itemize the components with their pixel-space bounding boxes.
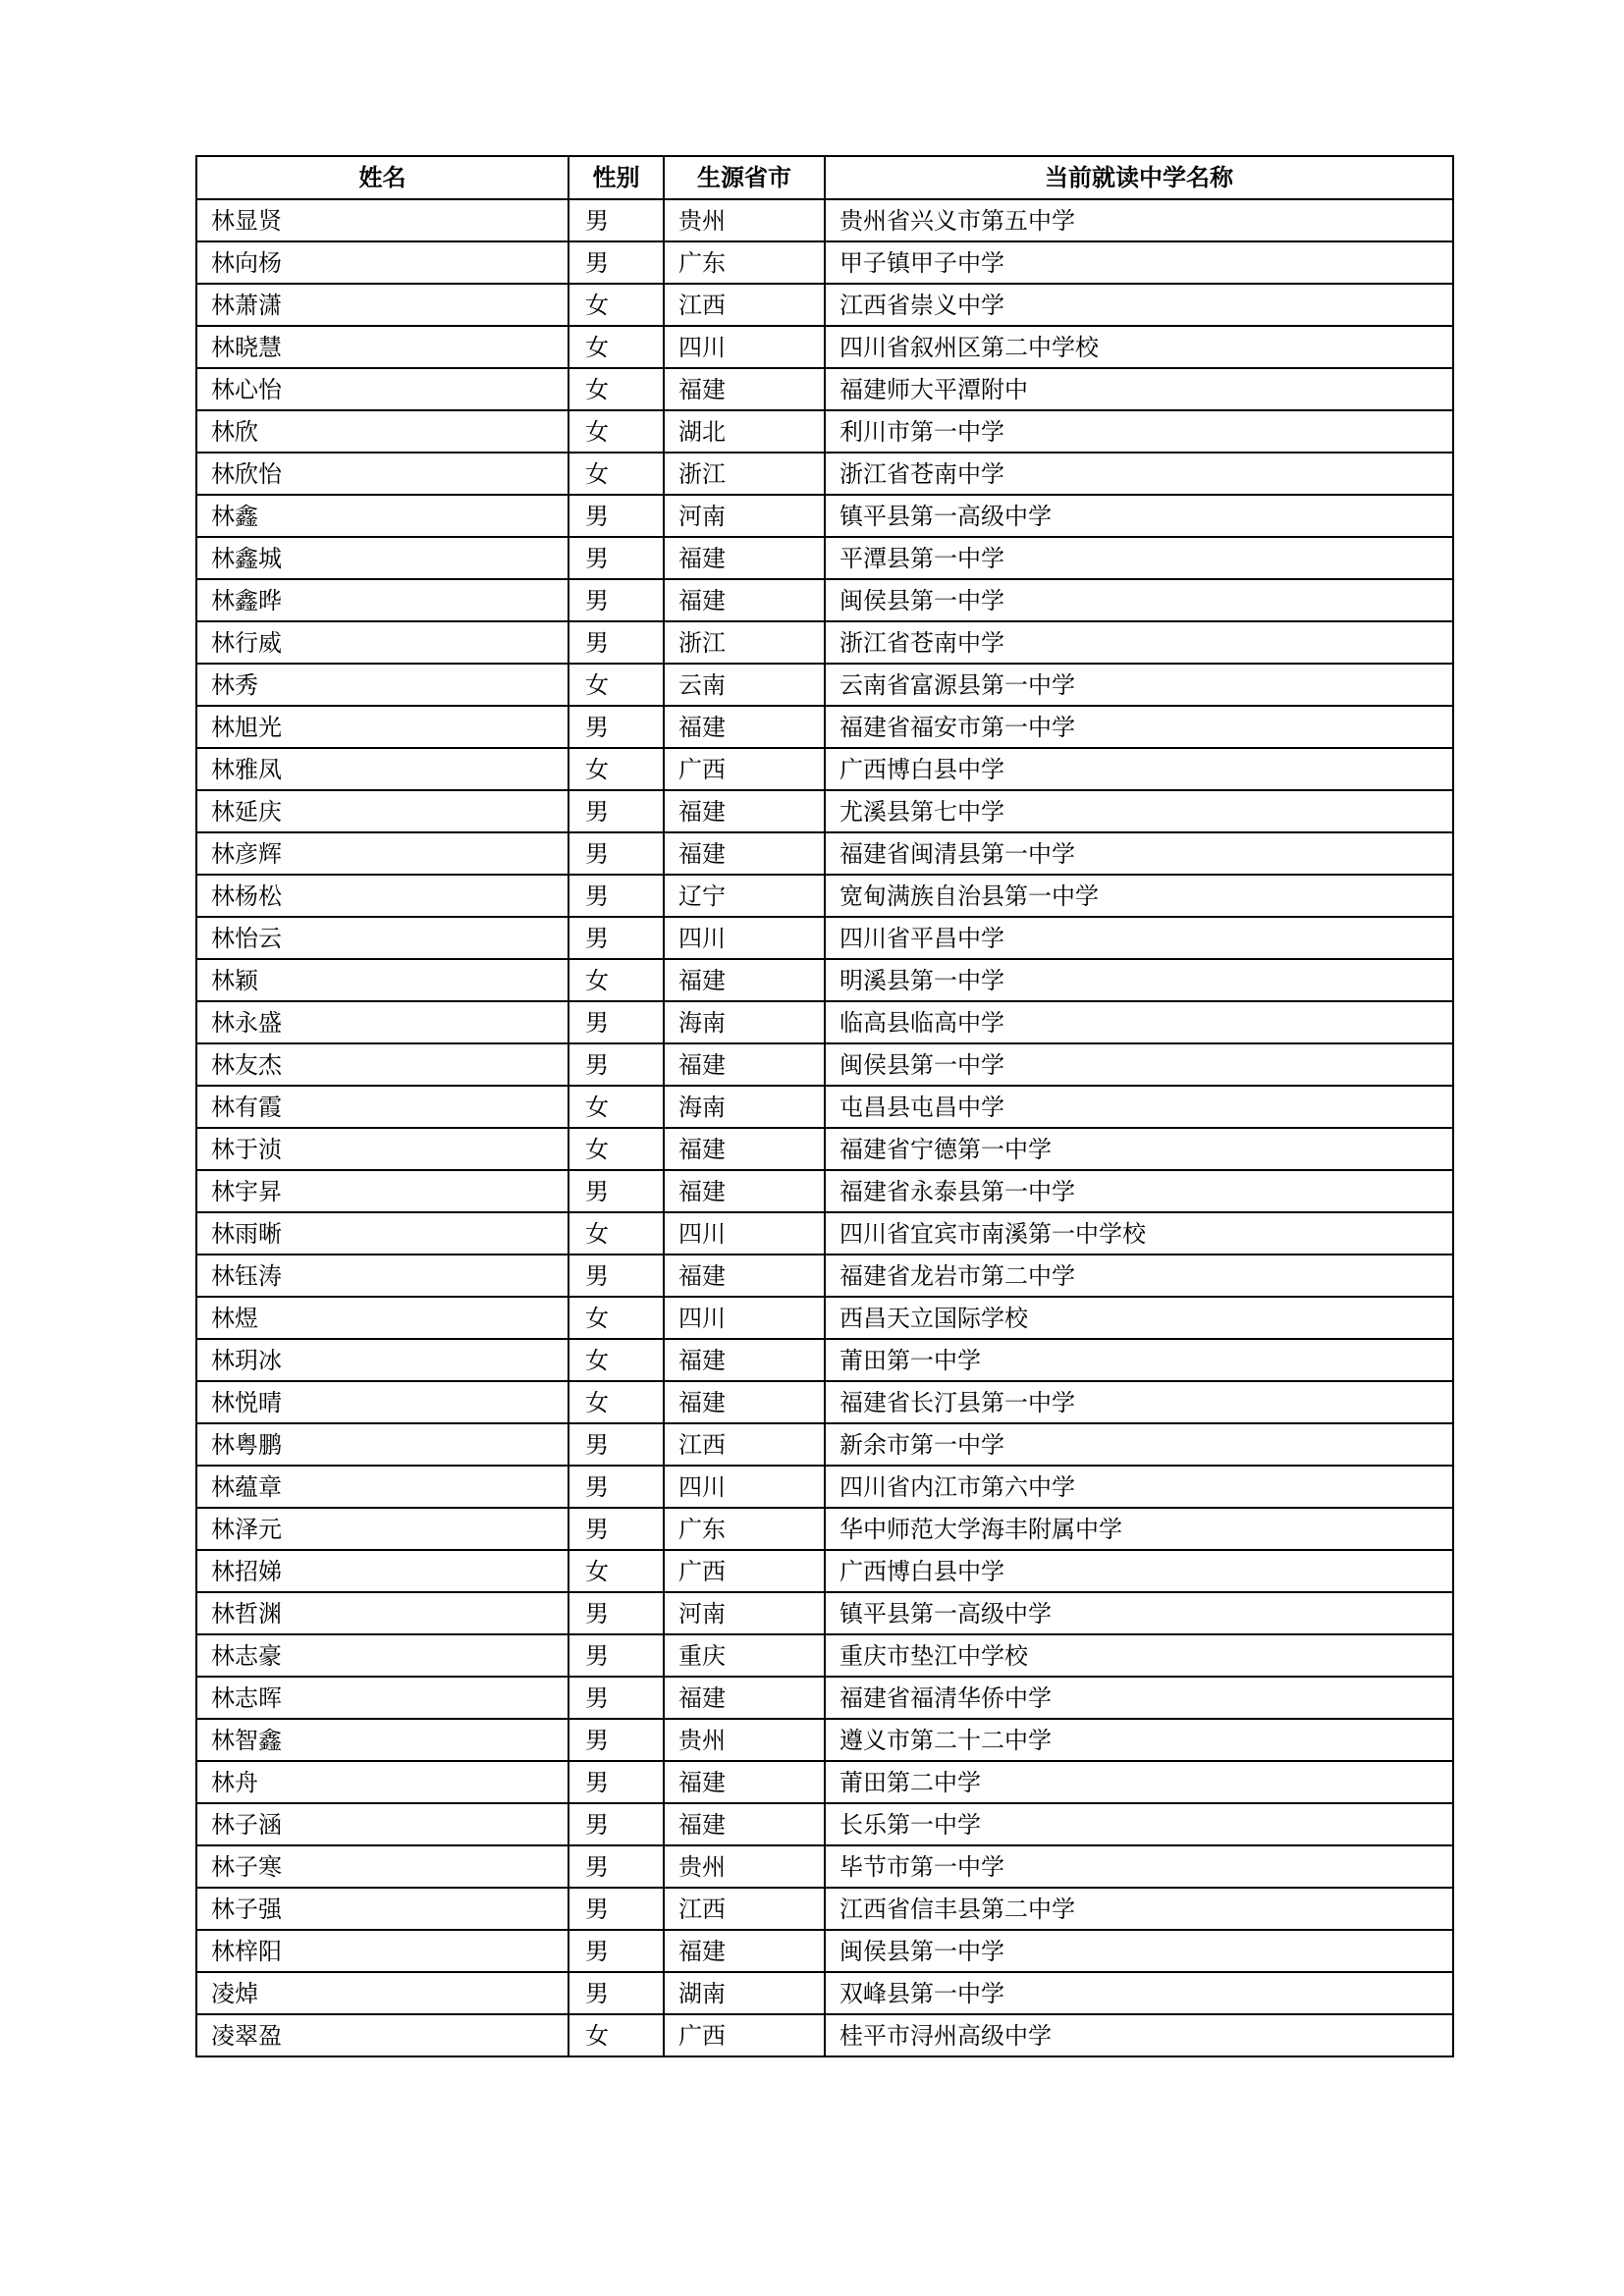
cell-province: 湖南 <box>664 1972 825 2014</box>
cell-province: 贵州 <box>664 1719 825 1761</box>
table-row <box>196 1128 1453 1170</box>
cell-province: 四川 <box>664 326 825 368</box>
table-row <box>196 368 1453 410</box>
cell-name: 林子强 <box>196 1888 568 1930</box>
cell-school: 江西省崇义中学 <box>825 284 1453 326</box>
table-row <box>196 1930 1453 1972</box>
cell-name: 林煜 <box>196 1297 568 1339</box>
cell-school: 贵州省兴义市第五中学 <box>825 199 1453 241</box>
table-row <box>196 1297 1453 1339</box>
cell-province: 福建 <box>664 1381 825 1423</box>
cell-school: 西昌天立国际学校 <box>825 1297 1453 1339</box>
cell-gender: 女 <box>568 368 664 410</box>
cell-province: 福建 <box>664 832 825 875</box>
cell-gender: 女 <box>568 284 664 326</box>
cell-school: 广西博白县中学 <box>825 1550 1453 1592</box>
table-row <box>196 1255 1453 1297</box>
cell-school: 新余市第一中学 <box>825 1423 1453 1466</box>
cell-name: 林玥冰 <box>196 1339 568 1381</box>
cell-name: 林宇昇 <box>196 1170 568 1212</box>
cell-name: 林鑫晔 <box>196 579 568 621</box>
cell-name: 林于浈 <box>196 1128 568 1170</box>
table-row <box>196 1339 1453 1381</box>
cell-gender: 女 <box>568 959 664 1001</box>
cell-school: 四川省平昌中学 <box>825 917 1453 959</box>
cell-province: 四川 <box>664 1297 825 1339</box>
cell-province: 浙江 <box>664 621 825 664</box>
cell-name: 林萧潇 <box>196 284 568 326</box>
header-gender: 性别 <box>568 156 664 199</box>
cell-gender: 男 <box>568 1930 664 1972</box>
header-province: 生源省市 <box>664 156 825 199</box>
cell-school: 福建省福安市第一中学 <box>825 706 1453 748</box>
cell-province: 贵州 <box>664 1845 825 1888</box>
cell-name: 林欣怡 <box>196 453 568 495</box>
table-row <box>196 790 1453 832</box>
cell-gender: 女 <box>568 1297 664 1339</box>
cell-province: 贵州 <box>664 199 825 241</box>
cell-gender: 男 <box>568 832 664 875</box>
cell-name: 林行威 <box>196 621 568 664</box>
cell-school: 江西省信丰县第二中学 <box>825 1888 1453 1930</box>
cell-gender: 女 <box>568 1550 664 1592</box>
cell-gender: 男 <box>568 1845 664 1888</box>
table-row <box>196 917 1453 959</box>
cell-school: 莆田第二中学 <box>825 1761 1453 1803</box>
cell-school: 尤溪县第七中学 <box>825 790 1453 832</box>
table-row <box>196 706 1453 748</box>
cell-name: 林颖 <box>196 959 568 1001</box>
cell-gender: 男 <box>568 917 664 959</box>
cell-gender: 男 <box>568 241 664 284</box>
cell-gender: 男 <box>568 579 664 621</box>
cell-school: 遵义市第二十二中学 <box>825 1719 1453 1761</box>
cell-school: 闽侯县第一中学 <box>825 1930 1453 1972</box>
table-row <box>196 1381 1453 1423</box>
cell-name: 林钰涛 <box>196 1255 568 1297</box>
cell-gender: 男 <box>568 790 664 832</box>
cell-province: 海南 <box>664 1001 825 1043</box>
cell-school: 毕节市第一中学 <box>825 1845 1453 1888</box>
cell-name: 林显贤 <box>196 199 568 241</box>
cell-province: 广西 <box>664 748 825 790</box>
cell-school: 明溪县第一中学 <box>825 959 1453 1001</box>
cell-name: 林雅凤 <box>196 748 568 790</box>
cell-gender: 男 <box>568 495 664 537</box>
table-row <box>196 326 1453 368</box>
table-row <box>196 1845 1453 1888</box>
cell-name: 林智鑫 <box>196 1719 568 1761</box>
cell-province: 江西 <box>664 284 825 326</box>
table-row <box>196 1972 1453 2014</box>
student-roster-table <box>195 155 1454 2057</box>
table-row <box>196 284 1453 326</box>
cell-school: 平潭县第一中学 <box>825 537 1453 579</box>
cell-name: 林鑫 <box>196 495 568 537</box>
cell-gender: 女 <box>568 1128 664 1170</box>
cell-province: 福建 <box>664 1677 825 1719</box>
cell-province: 福建 <box>664 1128 825 1170</box>
cell-name: 林晓慧 <box>196 326 568 368</box>
table-row <box>196 621 1453 664</box>
cell-gender: 女 <box>568 410 664 453</box>
cell-name: 林欣 <box>196 410 568 453</box>
table-row <box>196 1466 1453 1508</box>
cell-gender: 女 <box>568 2014 664 2056</box>
table-row <box>196 959 1453 1001</box>
cell-province: 福建 <box>664 959 825 1001</box>
cell-name: 凌焯 <box>196 1972 568 2014</box>
cell-province: 重庆 <box>664 1634 825 1677</box>
cell-province: 广西 <box>664 2014 825 2056</box>
cell-gender: 女 <box>568 1339 664 1381</box>
cell-gender: 男 <box>568 1170 664 1212</box>
table-row <box>196 1212 1453 1255</box>
cell-gender: 男 <box>568 537 664 579</box>
cell-gender: 女 <box>568 1212 664 1255</box>
cell-school: 广西博白县中学 <box>825 748 1453 790</box>
table-row <box>196 1888 1453 1930</box>
cell-gender: 女 <box>568 326 664 368</box>
table-row <box>196 1677 1453 1719</box>
cell-province: 福建 <box>664 1170 825 1212</box>
cell-name: 林粤鹏 <box>196 1423 568 1466</box>
cell-province: 福建 <box>664 1803 825 1845</box>
table-row <box>196 1761 1453 1803</box>
cell-gender: 男 <box>568 1001 664 1043</box>
cell-province: 云南 <box>664 664 825 706</box>
cell-school: 临高县临高中学 <box>825 1001 1453 1043</box>
cell-name: 林悦晴 <box>196 1381 568 1423</box>
cell-province: 福建 <box>664 1339 825 1381</box>
cell-school: 双峰县第一中学 <box>825 1972 1453 2014</box>
cell-name: 林泽元 <box>196 1508 568 1550</box>
cell-school: 长乐第一中学 <box>825 1803 1453 1845</box>
cell-school: 福建师大平潭附中 <box>825 368 1453 410</box>
cell-school: 云南省富源县第一中学 <box>825 664 1453 706</box>
cell-province: 福建 <box>664 1255 825 1297</box>
cell-province: 河南 <box>664 1592 825 1634</box>
table-row <box>196 579 1453 621</box>
cell-gender: 男 <box>568 1719 664 1761</box>
cell-school: 镇平县第一高级中学 <box>825 1592 1453 1634</box>
cell-gender: 男 <box>568 1423 664 1466</box>
cell-school: 闽侯县第一中学 <box>825 1043 1453 1086</box>
cell-school: 甲子镇甲子中学 <box>825 241 1453 284</box>
cell-school: 福建省长汀县第一中学 <box>825 1381 1453 1423</box>
cell-gender: 男 <box>568 621 664 664</box>
table-row <box>196 1508 1453 1550</box>
cell-name: 林心怡 <box>196 368 568 410</box>
cell-school: 闽侯县第一中学 <box>825 579 1453 621</box>
table-row <box>196 1550 1453 1592</box>
cell-school: 福建省永泰县第一中学 <box>825 1170 1453 1212</box>
cell-school: 浙江省苍南中学 <box>825 453 1453 495</box>
table-row <box>196 241 1453 284</box>
cell-name: 林永盛 <box>196 1001 568 1043</box>
cell-school: 屯昌县屯昌中学 <box>825 1086 1453 1128</box>
header-name: 姓名 <box>196 156 568 199</box>
table-row <box>196 410 1453 453</box>
cell-school: 重庆市垫江中学校 <box>825 1634 1453 1677</box>
cell-name: 林子寒 <box>196 1845 568 1888</box>
cell-name: 林延庆 <box>196 790 568 832</box>
cell-name: 林向杨 <box>196 241 568 284</box>
table-row <box>196 1634 1453 1677</box>
cell-province: 广东 <box>664 241 825 284</box>
cell-gender: 男 <box>568 1761 664 1803</box>
cell-name: 林哲渊 <box>196 1592 568 1634</box>
cell-province: 福建 <box>664 579 825 621</box>
cell-school: 镇平县第一高级中学 <box>825 495 1453 537</box>
cell-gender: 男 <box>568 1677 664 1719</box>
cell-gender: 男 <box>568 875 664 917</box>
cell-gender: 男 <box>568 1255 664 1297</box>
table-row <box>196 875 1453 917</box>
cell-province: 辽宁 <box>664 875 825 917</box>
cell-gender: 女 <box>568 748 664 790</box>
table-row <box>196 199 1453 241</box>
cell-school: 四川省内江市第六中学 <box>825 1466 1453 1508</box>
cell-name: 林有霞 <box>196 1086 568 1128</box>
cell-school: 福建省闽清县第一中学 <box>825 832 1453 875</box>
cell-province: 福建 <box>664 1761 825 1803</box>
cell-name: 林梓阳 <box>196 1930 568 1972</box>
cell-gender: 女 <box>568 1381 664 1423</box>
cell-gender: 男 <box>568 1592 664 1634</box>
cell-school: 四川省宜宾市南溪第一中学校 <box>825 1212 1453 1255</box>
cell-gender: 男 <box>568 1508 664 1550</box>
table-row <box>196 1803 1453 1845</box>
cell-name: 林鑫城 <box>196 537 568 579</box>
cell-gender: 男 <box>568 1466 664 1508</box>
cell-gender: 男 <box>568 706 664 748</box>
cell-name: 林旭光 <box>196 706 568 748</box>
table-row <box>196 1423 1453 1466</box>
header-school: 当前就读中学名称 <box>825 156 1453 199</box>
cell-name: 凌翠盈 <box>196 2014 568 2056</box>
cell-name: 林舟 <box>196 1761 568 1803</box>
cell-school: 莆田第一中学 <box>825 1339 1453 1381</box>
cell-province: 海南 <box>664 1086 825 1128</box>
cell-gender: 男 <box>568 1888 664 1930</box>
table-header-row <box>196 156 1453 199</box>
cell-province: 广东 <box>664 1508 825 1550</box>
cell-province: 江西 <box>664 1423 825 1466</box>
cell-school: 利川市第一中学 <box>825 410 1453 453</box>
cell-name: 林杨松 <box>196 875 568 917</box>
cell-gender: 男 <box>568 1972 664 2014</box>
table-row <box>196 748 1453 790</box>
cell-name: 林友杰 <box>196 1043 568 1086</box>
cell-province: 福建 <box>664 790 825 832</box>
cell-province: 四川 <box>664 917 825 959</box>
table-row <box>196 1086 1453 1128</box>
cell-province: 四川 <box>664 1466 825 1508</box>
cell-gender: 男 <box>568 1043 664 1086</box>
cell-school: 四川省叙州区第二中学校 <box>825 326 1453 368</box>
table-row <box>196 537 1453 579</box>
table-row <box>196 495 1453 537</box>
cell-province: 福建 <box>664 1043 825 1086</box>
cell-name: 林志豪 <box>196 1634 568 1677</box>
cell-name: 林雨晰 <box>196 1212 568 1255</box>
cell-name: 林怡云 <box>196 917 568 959</box>
table-row <box>196 1592 1453 1634</box>
cell-province: 福建 <box>664 368 825 410</box>
cell-school: 福建省宁德第一中学 <box>825 1128 1453 1170</box>
cell-province: 广西 <box>664 1550 825 1592</box>
cell-province: 四川 <box>664 1212 825 1255</box>
table-row <box>196 664 1453 706</box>
cell-gender: 男 <box>568 1803 664 1845</box>
table-row <box>196 1170 1453 1212</box>
cell-gender: 女 <box>568 664 664 706</box>
cell-school: 华中师范大学海丰附属中学 <box>825 1508 1453 1550</box>
cell-gender: 女 <box>568 453 664 495</box>
cell-school: 宽甸满族自治县第一中学 <box>825 875 1453 917</box>
cell-name: 林秀 <box>196 664 568 706</box>
cell-province: 河南 <box>664 495 825 537</box>
table-row <box>196 453 1453 495</box>
cell-school: 福建省龙岩市第二中学 <box>825 1255 1453 1297</box>
table-row <box>196 1719 1453 1761</box>
cell-name: 林彦辉 <box>196 832 568 875</box>
cell-school: 浙江省苍南中学 <box>825 621 1453 664</box>
cell-province: 浙江 <box>664 453 825 495</box>
table-row <box>196 2014 1453 2056</box>
cell-name: 林招娣 <box>196 1550 568 1592</box>
cell-school: 桂平市浔州高级中学 <box>825 2014 1453 2056</box>
cell-name: 林志晖 <box>196 1677 568 1719</box>
cell-name: 林蕴章 <box>196 1466 568 1508</box>
cell-school: 福建省福清华侨中学 <box>825 1677 1453 1719</box>
cell-gender: 男 <box>568 1634 664 1677</box>
table-body <box>196 199 1453 2056</box>
cell-province: 福建 <box>664 537 825 579</box>
table-row <box>196 1001 1453 1043</box>
cell-province: 江西 <box>664 1888 825 1930</box>
table-row <box>196 832 1453 875</box>
table-row <box>196 1043 1453 1086</box>
cell-gender: 女 <box>568 1086 664 1128</box>
cell-gender: 男 <box>568 199 664 241</box>
cell-province: 福建 <box>664 1930 825 1972</box>
cell-name: 林子涵 <box>196 1803 568 1845</box>
cell-province: 福建 <box>664 706 825 748</box>
cell-province: 湖北 <box>664 410 825 453</box>
